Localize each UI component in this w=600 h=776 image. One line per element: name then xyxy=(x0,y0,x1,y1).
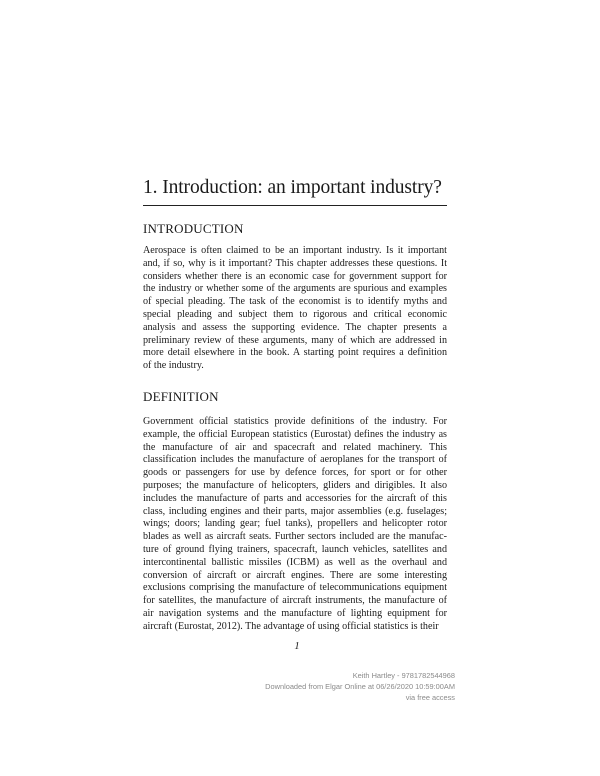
text-line: and, if so, why is it important? This chapter addresses these questions. It xyxy=(143,257,447,269)
text-line: Government official statistics provide definitions of the industry. For xyxy=(143,416,447,427)
text-line: example, the official European statistics (Eurostat) defines the industry as xyxy=(143,428,447,440)
text-line: more detail elsewhere in the book. A starting point requires a definition xyxy=(143,347,447,359)
text-line: exclusions comprising the manufacture of telecommunications equipment xyxy=(143,582,447,594)
watermark-access: via free access xyxy=(405,693,455,703)
title-rule xyxy=(143,205,447,206)
text-line: wings; doors; landing gear; fuel tanks), propellers and helicopter rotor xyxy=(143,518,447,530)
text-line: ture of ground flying trainers, spacecraft, launch vehicles, satellites and xyxy=(143,543,447,555)
text-line: goods or passengers for use by defence forces, for sport or for other xyxy=(143,467,447,479)
text-line: aircraft (Eurostat, 2012). The advantage of using official statistics is their xyxy=(143,620,439,632)
text-line: Aerospace is often claimed to be an important industry. Is it important xyxy=(143,245,447,256)
text-line: classification includes the manufacture of aeroplanes for the transport of xyxy=(143,454,447,466)
chapter-title: 1. Introduction: an important industry? xyxy=(143,177,442,198)
access-watermark xyxy=(195,670,455,704)
text-line: preliminary review of these arguments, many of which are addressed in xyxy=(143,334,447,346)
text-line: purposes; the manufacture of helicopters, gliders and dirigibles. It also xyxy=(143,479,447,491)
watermark-author-isbn: Keith Hartley - 9781782544968 xyxy=(352,671,455,680)
text-line: intercontinental ballistic missiles (ICBM) as well as the overhaul and xyxy=(143,556,447,568)
definition-paragraph xyxy=(143,416,447,634)
text-line: conversion of aircraft or aircraft engines. There are some interesting xyxy=(143,569,447,581)
watermark-download-info: Downloaded from Elgar Online at 06/26/2020 10:59:00AM xyxy=(265,682,455,692)
introduction-paragraph xyxy=(143,245,447,373)
text-line: analysis and assess the supporting evidence. The chapter presents a xyxy=(143,321,447,333)
text-line: for satellites, the manufacture of aircraft instruments, the manufacture of xyxy=(143,595,447,607)
page-number: 1 xyxy=(294,641,300,652)
text-line: of the industry. xyxy=(143,360,204,372)
text-line: considers whether there is an economic case for government support for xyxy=(143,270,447,282)
definition-heading: DEFINITION xyxy=(143,389,219,404)
text-line: the industry or whether some of the arguments are spurious and examples xyxy=(143,283,447,295)
text-line: the manufacture of air and spacecraft and related machinery. This xyxy=(143,441,447,453)
text-line: class, including engines and their parts, major assemblies (e.g. fuselages; xyxy=(143,505,447,517)
text-line: special pleading and subject them to rigorous and critical economic xyxy=(143,308,447,320)
text-line: air navigation systems and the manufacture of lighting equipment for xyxy=(143,607,447,619)
text-line: includes the manufacture of parts and accessories for the aircraft of this xyxy=(143,492,447,504)
text-line: blades as well as aircraft seats. Further sectors included are the manufac- xyxy=(143,531,447,543)
text-line: of special pleading. The task of the economist is to identify myths and xyxy=(143,296,447,308)
introduction-heading: INTRODUCTION xyxy=(143,221,244,236)
